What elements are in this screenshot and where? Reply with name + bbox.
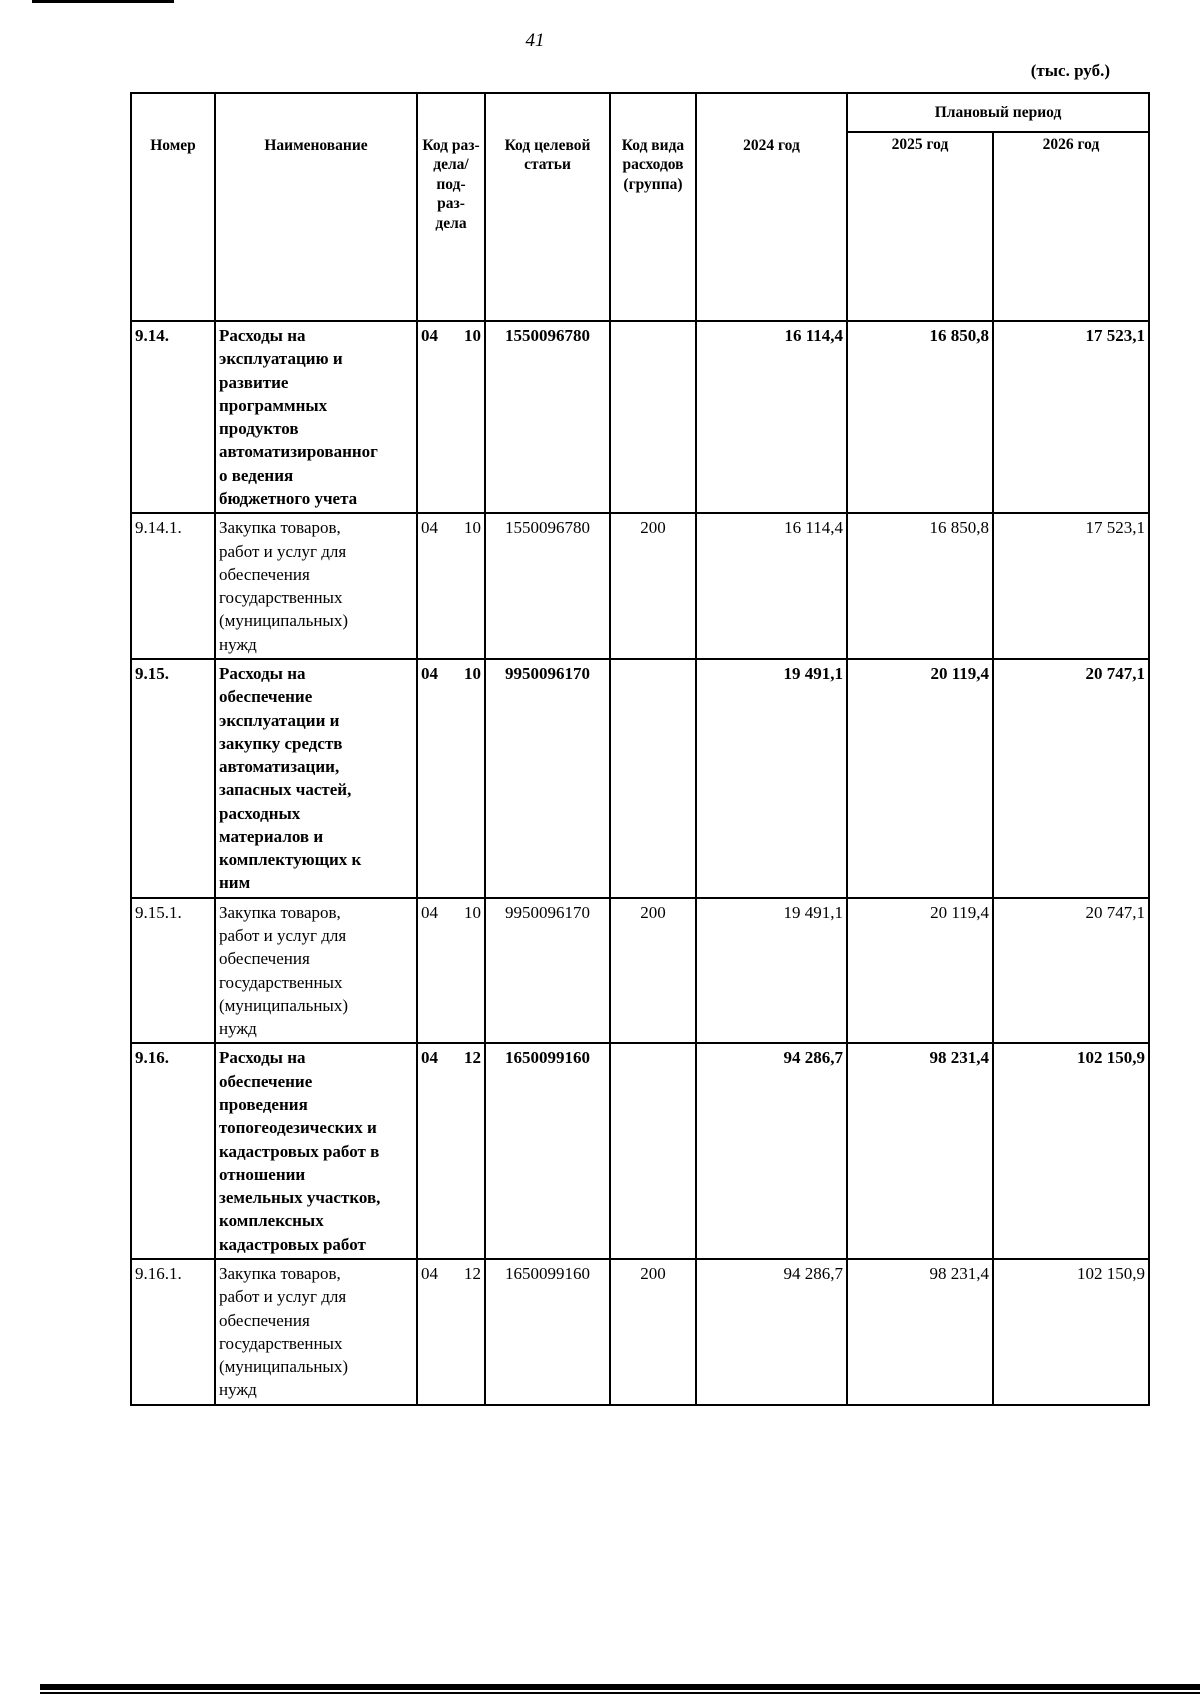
bottom-rule-thin — [40, 1692, 1200, 1694]
subsection-code: 10 — [464, 902, 481, 922]
subsection-code: 12 — [464, 1048, 481, 1068]
row-number: 9.16.1. — [131, 1259, 215, 1405]
row-2026: 102 150,9 — [993, 1259, 1149, 1405]
row-target-code: 1650099160 — [485, 1259, 610, 1405]
row-target-code: 1550096780 — [485, 321, 610, 513]
row-number: 9.14.1. — [131, 513, 215, 659]
row-number: 9.15. — [131, 659, 215, 898]
section-code: 04 — [421, 1263, 438, 1283]
row-section-code — [417, 513, 485, 659]
bottom-rule — [40, 1684, 1200, 1690]
row-number: 9.15.1. — [131, 898, 215, 1044]
row-2025: 16 850,8 — [847, 513, 993, 659]
top-rule — [32, 0, 174, 3]
table-row — [131, 513, 1149, 659]
page-number: 41 — [525, 30, 545, 51]
row-2024: 19 491,1 — [696, 659, 847, 898]
table-row — [131, 659, 1149, 898]
section-code: 04 — [421, 518, 438, 538]
row-section-code — [417, 659, 485, 898]
row-target-code: 9950096170 — [485, 898, 610, 1044]
table-row — [131, 1259, 1149, 1405]
subsection-code: 12 — [464, 1263, 481, 1283]
row-2024: 94 286,7 — [696, 1043, 847, 1259]
row-section-code — [417, 898, 485, 1044]
row-name: Закупка товаров, работ и услуг для обеспечения государственных (муниципальных) нужд — [215, 898, 417, 1044]
row-number: 9.16. — [131, 1043, 215, 1259]
row-section-code — [417, 1043, 485, 1259]
subsection-code: 10 — [464, 326, 481, 345]
row-name: Расходы на эксплуатацию и развитие программных продуктов автоматизированног о ведения бюджетного учета — [215, 321, 417, 513]
row-2025: 98 231,4 — [847, 1043, 993, 1259]
row-name: Расходы на обеспечение проведения топогеодезических и кадастровых работ в отношении земельных участков, комплексных кадастровых работ — [215, 1043, 417, 1259]
row-2026: 20 747,1 — [993, 659, 1149, 898]
row-2025: 16 850,8 — [847, 321, 993, 513]
row-2026: 17 523,1 — [993, 321, 1149, 513]
row-name: Закупка товаров, работ и услуг для обеспечения государственных (муниципальных) нужд — [215, 513, 417, 659]
budget-table — [130, 92, 1150, 1406]
subsection-code: 10 — [464, 518, 481, 538]
table-row — [131, 1043, 1149, 1259]
row-2026: 20 747,1 — [993, 898, 1149, 1044]
section-code: 04 — [421, 326, 438, 345]
row-target-code: 9950096170 — [485, 659, 610, 898]
header-target-code: Код целевой статьи — [485, 93, 610, 321]
subsection-code: 10 — [464, 663, 481, 683]
row-name: Расходы на обеспечение эксплуатации и закупку средств автоматизации, запасных частей, расходных материалов и комплектующих к ним — [215, 659, 417, 898]
row-target-code: 1650099160 — [485, 1043, 610, 1259]
row-2025: 20 119,4 — [847, 898, 993, 1044]
row-2025: 20 119,4 — [847, 659, 993, 898]
header-2024: 2024 год — [696, 93, 847, 321]
table-row — [131, 898, 1149, 1044]
section-code: 04 — [421, 1048, 438, 1068]
row-2024: 94 286,7 — [696, 1259, 847, 1405]
section-code: 04 — [421, 663, 438, 683]
table-row — [131, 321, 1149, 513]
row-2026: 102 150,9 — [993, 1043, 1149, 1259]
row-2024: 16 114,4 — [696, 513, 847, 659]
row-expense-type: 200 — [610, 1259, 696, 1405]
header-expense-type: Код вида расходов (группа) — [610, 93, 696, 321]
row-expense-type — [610, 1043, 696, 1259]
header-section-code: Код раз- дела/ под- раз- дела — [417, 93, 485, 321]
row-expense-type: 200 — [610, 898, 696, 1044]
row-number: 9.14. — [131, 321, 215, 513]
section-code: 04 — [421, 902, 438, 922]
header-2026: 2026 год — [993, 132, 1149, 321]
row-section-code — [417, 321, 485, 513]
header-name: Наименование — [215, 93, 417, 321]
units-note: (тыс. руб.) — [1030, 61, 1110, 80]
row-2024: 16 114,4 — [696, 321, 847, 513]
row-section-code — [417, 1259, 485, 1405]
row-name: Закупка товаров, работ и услуг для обеспечения государственных (муниципальных) нужд — [215, 1259, 417, 1405]
header-number: Номер — [131, 93, 215, 321]
header-2025: 2025 год — [847, 132, 993, 321]
header-plan-period: Плановый период — [847, 93, 1149, 132]
row-target-code: 1550096780 — [485, 513, 610, 659]
row-expense-type: 200 — [610, 513, 696, 659]
row-2026: 17 523,1 — [993, 513, 1149, 659]
row-2024: 19 491,1 — [696, 898, 847, 1044]
row-expense-type — [610, 659, 696, 898]
row-expense-type — [610, 321, 696, 513]
row-2025: 98 231,4 — [847, 1259, 993, 1405]
